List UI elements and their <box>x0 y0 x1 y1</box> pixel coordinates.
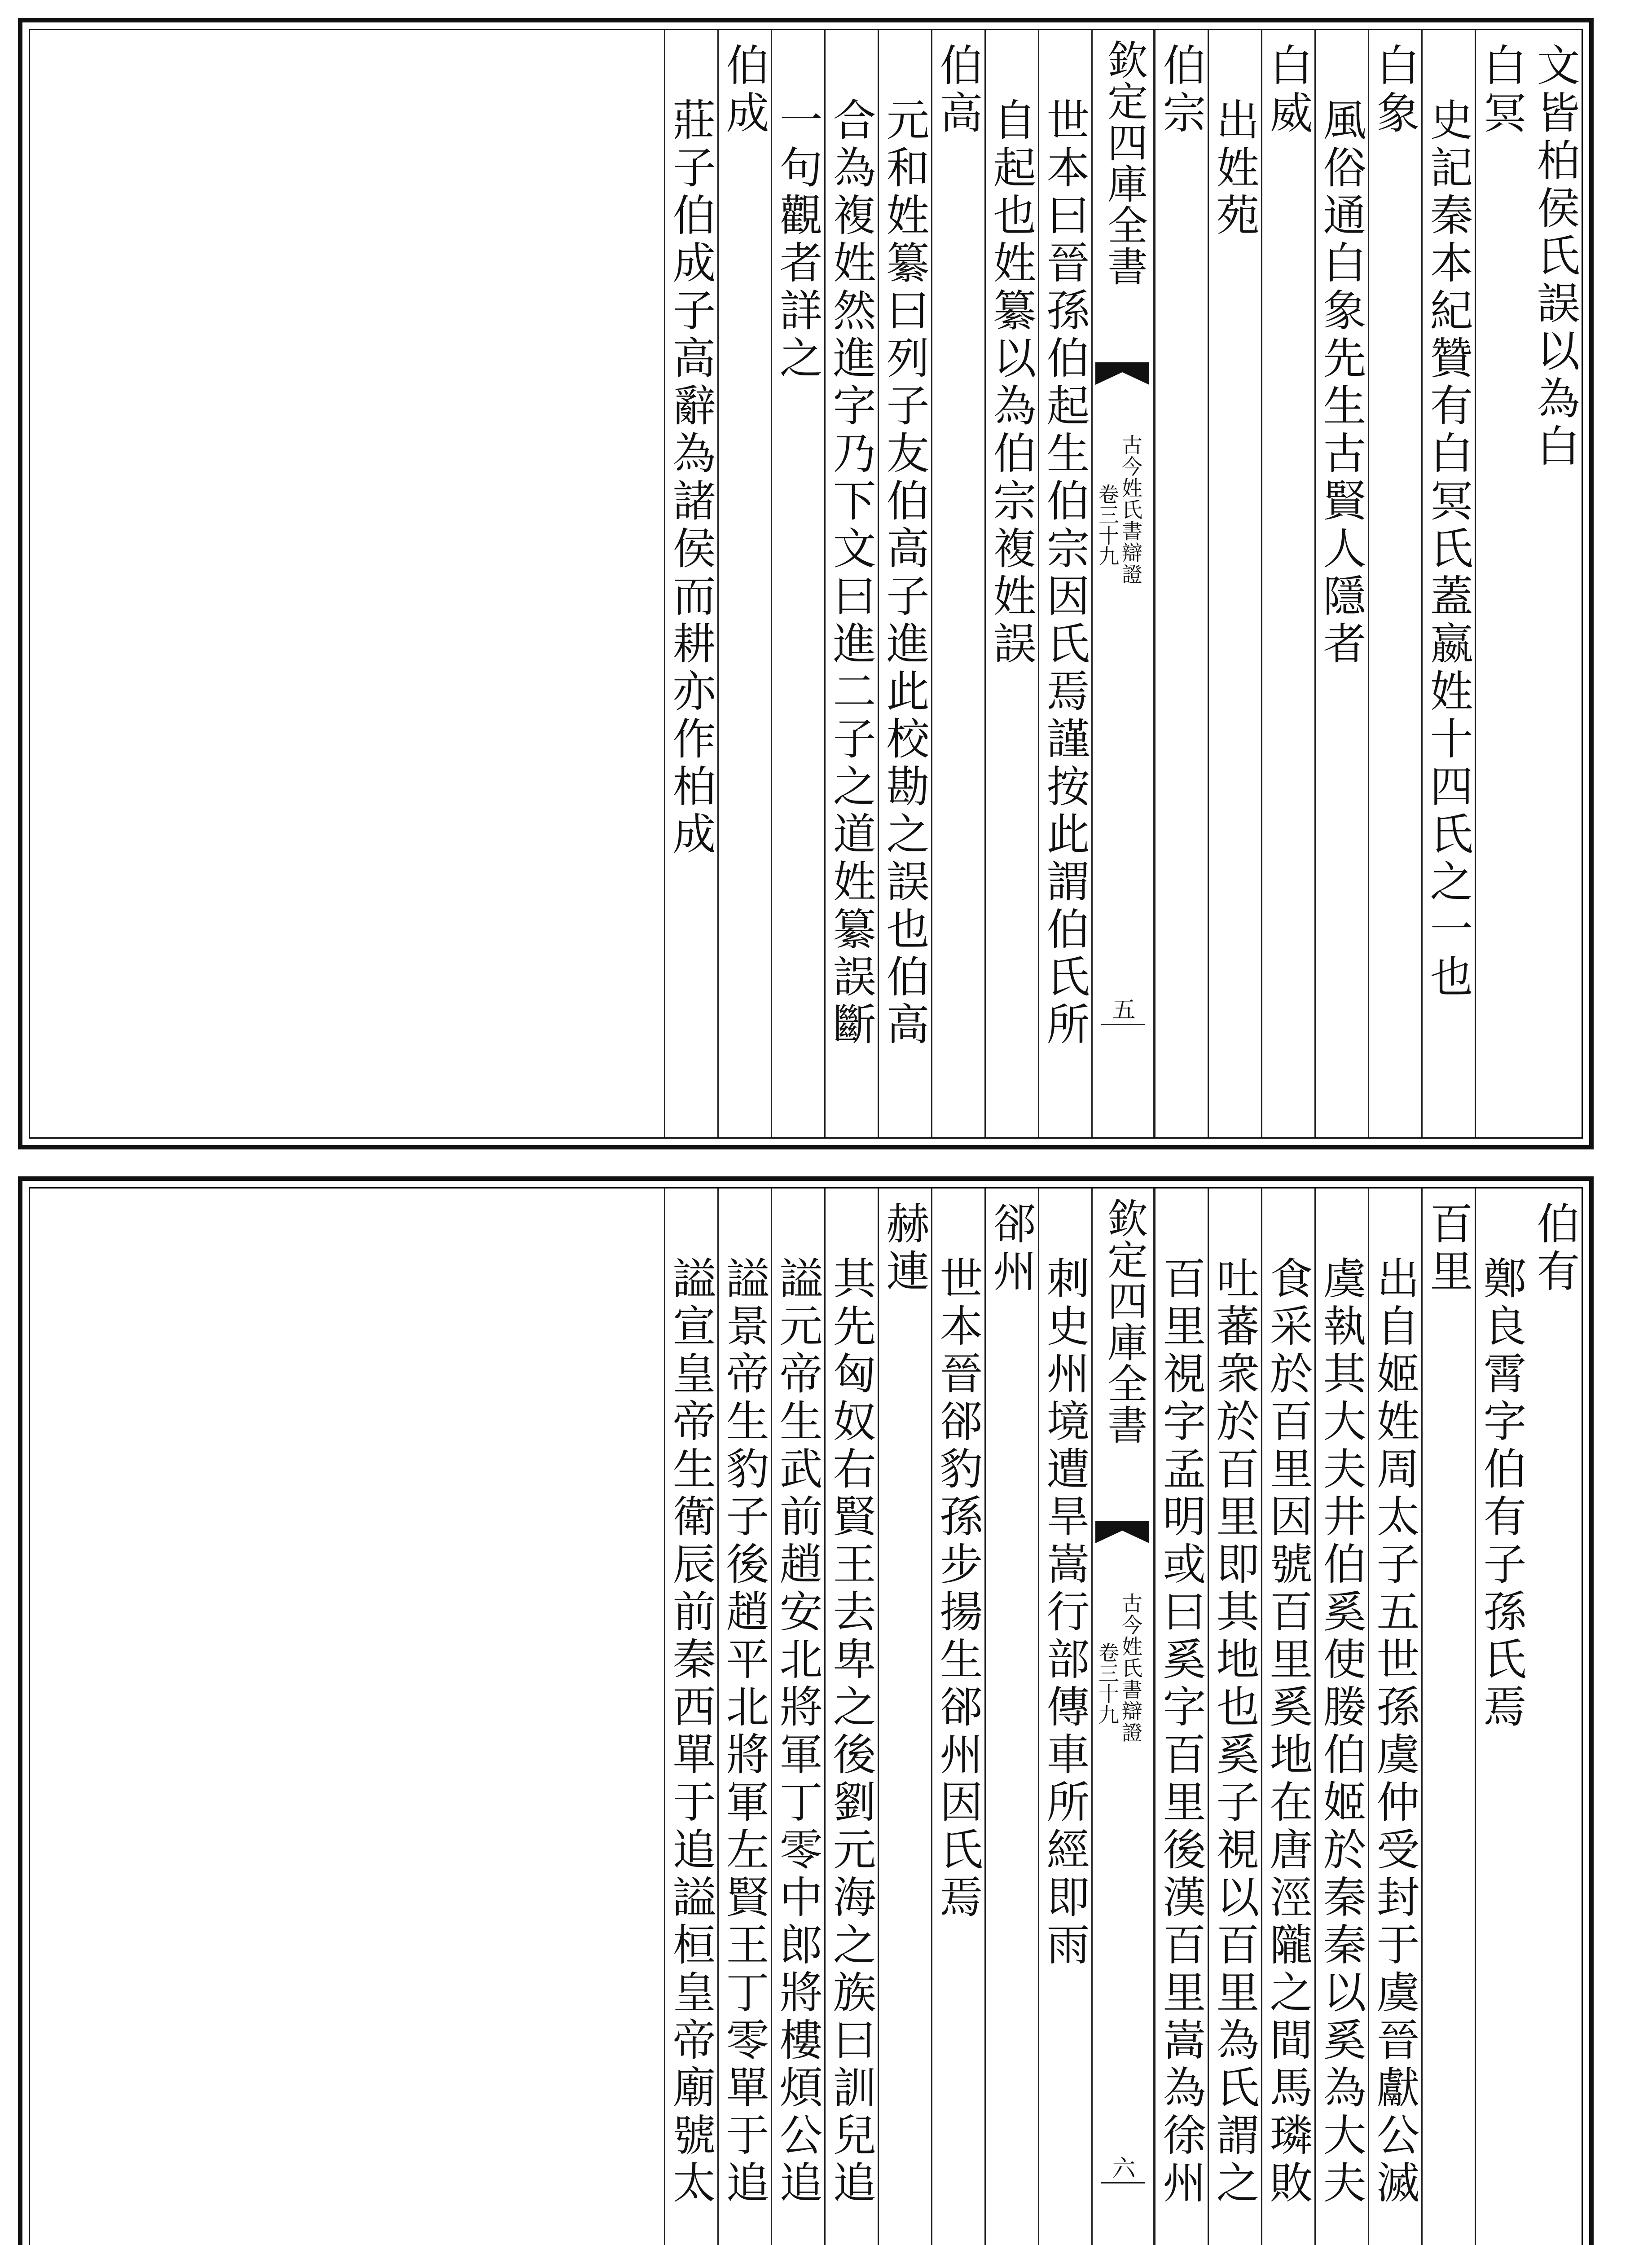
lower-page-inner-border <box>29 1187 1583 2245</box>
column <box>771 30 824 1137</box>
column <box>1154 30 1208 1137</box>
text-column: 鄭良霄字伯有子孫氏焉 <box>1476 1256 1527 1732</box>
column <box>824 1189 878 2245</box>
text-column: 刺史州境遭旱嵩行部傳車所經即雨 <box>1040 1256 1090 1970</box>
text-column: 一句觀者詳之 <box>773 97 823 383</box>
volume-number: 卷三十九 <box>1095 1642 1120 1725</box>
column <box>1421 1189 1475 2245</box>
entry-heading: 伯有 <box>1530 1201 1580 1296</box>
volume-number: 卷三十九 <box>1095 484 1120 566</box>
column <box>984 1189 1038 2245</box>
text-column: 世本晉郤豹孫步揚生郤州因氏焉 <box>933 1256 983 1922</box>
text-column: 百里視字孟明或曰奚字百里後漢百里嵩為徐州 <box>1156 1256 1206 2208</box>
text-column: 風俗通白象先生古賢人隱者 <box>1316 97 1366 669</box>
column <box>1368 30 1421 1137</box>
running-head: 欽定四庫全書 <box>1100 39 1147 287</box>
text-column: 食采於百里因號百里奚地在唐涇隴之間馬璘敗 <box>1263 1256 1313 2208</box>
book-title: 古今姓氏書辯證 <box>1119 1593 1143 1743</box>
entry-heading: 郤州 <box>986 1201 1037 1296</box>
column <box>1208 30 1261 1137</box>
folio-rule <box>1101 1024 1145 1025</box>
text-column: 莊子伯成子高辭為諸侯而耕亦作柏成 <box>666 97 716 859</box>
entry-heading: 伯宗 <box>1156 43 1206 138</box>
column <box>1154 1189 1208 2245</box>
column <box>931 1189 984 2245</box>
text-column: 謚宣皇帝生衛辰前秦西單于追謚桓皇帝廟號太 <box>666 1256 716 2208</box>
entry-heading: 白冥 <box>1476 43 1527 138</box>
column <box>931 30 984 1137</box>
folio-number: 五 <box>1108 997 1135 1021</box>
column <box>664 30 717 1137</box>
text-column: 謚元帝生武前趙安北將軍丁零中郎將樓煩公追 <box>773 1256 823 2208</box>
book-title: 古今姓氏書辯證 <box>1119 434 1143 585</box>
text-column: 合為複姓然進字乃下文曰進二子之道姓纂誤斷 <box>826 97 876 1049</box>
text-column: 史記秦本紀贊有白冥氏蓋嬴姓十四氏之一也 <box>1423 97 1473 1002</box>
folio-rule <box>1101 2182 1145 2183</box>
column <box>1368 1189 1421 2245</box>
column <box>717 30 771 1137</box>
text-column: 出自姬姓周太子五世孫虞仲受封于虞晉獻公滅 <box>1370 1256 1420 2208</box>
upper-page-frame <box>18 18 1594 1149</box>
entry-heading: 百里 <box>1423 1201 1473 1296</box>
column <box>1475 1189 1528 2245</box>
entry-heading: 伯成 <box>719 43 769 138</box>
column <box>1314 1189 1368 2245</box>
column <box>1038 30 1091 1137</box>
entry-heading: 白威 <box>1263 43 1313 138</box>
text-column: 吐蕃衆於百里即其地也奚子視以百里為氏謂之 <box>1209 1256 1260 2208</box>
text-column: 世本曰晉孫伯起生伯宗因氏焉謹按此謂伯氏所 <box>1040 97 1090 1049</box>
text-column: 自起也姓纂以為伯宗複姓誤 <box>986 97 1037 669</box>
column <box>1475 30 1528 1137</box>
column <box>1261 1189 1314 2245</box>
center-fold-column <box>1091 30 1154 1137</box>
column <box>984 30 1038 1137</box>
text-column: 謚景帝生豹子後趙平北將軍左賢王丁零單于追 <box>719 1256 769 2208</box>
text-column: 其先匈奴右賢王去卑之後劉元海之族曰訓兒追 <box>826 1256 876 2208</box>
entry-heading: 白象 <box>1370 43 1420 138</box>
fishtail-mark-icon <box>1095 1521 1149 1548</box>
text-column: 文皆柏侯氏誤以為白 <box>1530 43 1580 471</box>
column <box>878 1189 931 2245</box>
column <box>824 30 878 1137</box>
text-column: 出姓苑 <box>1209 97 1260 240</box>
entry-heading: 伯高 <box>933 43 983 138</box>
column <box>1038 1189 1091 2245</box>
fishtail-mark-icon <box>1095 362 1149 389</box>
column <box>771 1189 824 2245</box>
running-head: 欽定四庫全書 <box>1100 1197 1147 1445</box>
column <box>1528 1189 1582 2245</box>
center-fold-column <box>1091 1189 1154 2245</box>
column <box>1314 30 1368 1137</box>
entry-heading: 赫連 <box>879 1201 930 1296</box>
text-column: 虞執其大夫井伯奚使媵伯姬於秦秦以奚為大夫 <box>1316 1256 1366 2208</box>
column <box>664 1189 717 2245</box>
upper-page-inner-border <box>29 29 1583 1139</box>
column <box>1528 30 1582 1137</box>
column <box>878 30 931 1137</box>
column <box>1208 1189 1261 2245</box>
text-column: 元和姓纂曰列子友伯高子進此校勘之誤也伯高 <box>879 97 930 1049</box>
folio-number: 六 <box>1108 2156 1135 2179</box>
column <box>717 1189 771 2245</box>
lower-page-frame <box>18 1176 1594 2245</box>
column <box>1261 30 1314 1137</box>
column <box>1421 30 1475 1137</box>
